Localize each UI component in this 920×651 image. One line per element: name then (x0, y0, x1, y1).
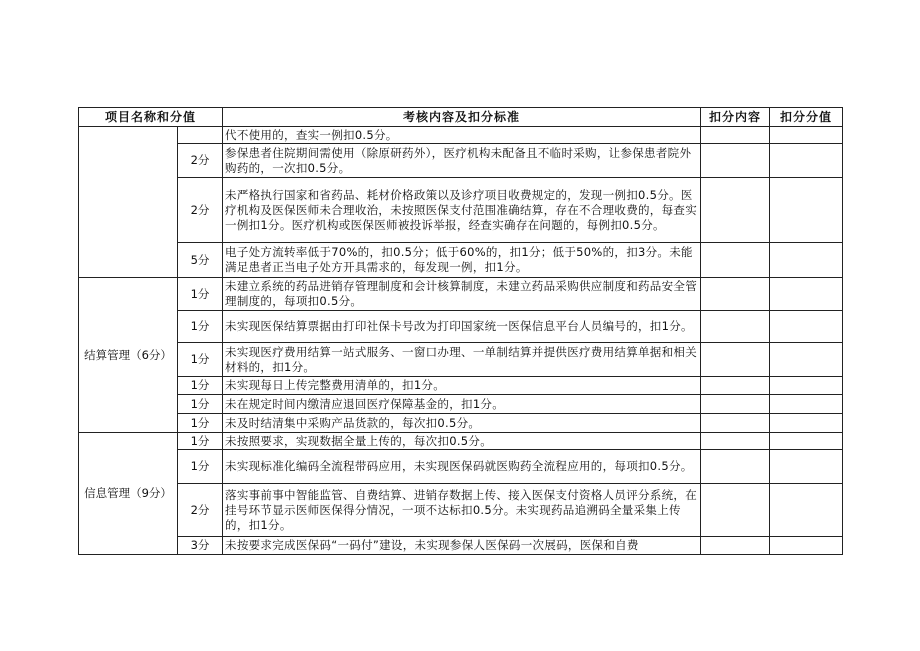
criteria-cell: 未在规定时间内缴清应退回医疗保障基金的，扣1分。 (223, 395, 701, 414)
deduct-content-cell[interactable] (701, 243, 770, 278)
table-row (79, 243, 843, 278)
deduct-content-cell[interactable] (701, 377, 770, 395)
table-row (79, 278, 843, 311)
deduct-score-cell[interactable] (770, 414, 843, 433)
deduct-score-cell[interactable] (770, 395, 843, 414)
deduct-content-cell[interactable] (701, 537, 770, 555)
score-cell: 5分 (178, 243, 223, 278)
header-criteria: 考核内容及扣分标准 (223, 108, 701, 127)
criteria-cell: 未实现医疗费用结算一站式服务、一窗口办理、一单制结算并提供医疗费用结算单据和相关材料的，扣1分。 (223, 343, 701, 377)
deduct-content-cell[interactable] (701, 311, 770, 343)
score-cell: 1分 (178, 395, 223, 414)
criteria-cell: 参保患者住院期间需使用（除原研药外），医疗机构未配备且不临时采购，让参保患者院外购药的，一次扣0.5分。 (223, 144, 701, 178)
score-cell: 1分 (178, 343, 223, 377)
criteria-cell: 未严格执行国家和省药品、耗材价格政策以及诊疗项目收费规定的，发现一例扣0.5分。医疗机构及医保医师未合理收治，未按照医保支付范围准确结算，存在不合理收费的，每查实一例扣1分。医疗机构或医保医师被投诉举报，经查实确存在问题的，每例扣0.5分。 (223, 178, 701, 243)
criteria-cell: 未建立系统的药品进销存管理制度和会计核算制度，未建立药品采购供应制度和药品安全管理制度的，每项扣0.5分。 (223, 278, 701, 311)
criteria-cell: 未及时结清集中采购产品货款的，每次扣0.5分。 (223, 414, 701, 433)
deduct-content-cell[interactable] (701, 343, 770, 377)
deduct-score-cell[interactable] (770, 278, 843, 311)
deduct-content-cell[interactable] (701, 178, 770, 243)
header-item: 项目名称和分值 (79, 108, 223, 127)
score-cell: 1分 (178, 311, 223, 343)
assessment-table (78, 107, 843, 555)
deduct-score-cell[interactable] (770, 537, 843, 555)
score-cell (178, 127, 223, 144)
table-row (79, 433, 843, 450)
table-row (79, 537, 843, 555)
score-cell: 2分 (178, 484, 223, 537)
deduct-content-cell[interactable] (701, 414, 770, 433)
table-row (79, 127, 843, 144)
deduct-score-cell[interactable] (770, 433, 843, 450)
deduct-score-cell[interactable] (770, 127, 843, 144)
table-row (79, 484, 843, 537)
criteria-cell: 代不使用的，查实一例扣0.5分。 (223, 127, 701, 144)
score-cell: 1分 (178, 433, 223, 450)
table-row (79, 450, 843, 484)
deduct-score-cell[interactable] (770, 484, 843, 537)
category-cell-prev (79, 127, 178, 278)
category-information: 信息管理（9分） (79, 433, 178, 555)
deduct-score-cell[interactable] (770, 178, 843, 243)
criteria-cell: 未实现每日上传完整费用清单的，扣1分。 (223, 377, 701, 395)
table-row (79, 178, 843, 243)
score-cell: 1分 (178, 377, 223, 395)
deduct-content-cell[interactable] (701, 278, 770, 311)
criteria-cell: 未按照要求，实现数据全量上传的，每次扣0.5分。 (223, 433, 701, 450)
table-row (79, 311, 843, 343)
deduct-score-cell[interactable] (770, 377, 843, 395)
criteria-cell: 电子处方流转率低于70%的，扣0.5分；低于60%的，扣1分；低于50%的，扣3分。未能满足患者正当电子处方开具需求的，每发现一例，扣1分。 (223, 243, 701, 278)
deduct-score-cell[interactable] (770, 343, 843, 377)
deduct-score-cell[interactable] (770, 450, 843, 484)
deduct-score-cell[interactable] (770, 144, 843, 178)
score-cell: 2分 (178, 178, 223, 243)
deduct-score-cell[interactable] (770, 243, 843, 278)
deduct-content-cell[interactable] (701, 484, 770, 537)
header-row (79, 108, 843, 127)
score-cell: 3分 (178, 537, 223, 555)
criteria-cell: 落实事前事中智能监管、自费结算、进销存数据上传、接入医保支付资格人员评分系统，在挂号环节显示医师医保得分情况，一项不达标扣0.5分。未实现药品追溯码全量采集上传的，扣1分。 (223, 484, 701, 537)
table-row (79, 377, 843, 395)
deduct-score-cell[interactable] (770, 311, 843, 343)
score-cell: 1分 (178, 414, 223, 433)
deduct-content-cell[interactable] (701, 450, 770, 484)
table-row (79, 144, 843, 178)
deduct-content-cell[interactable] (701, 144, 770, 178)
category-settlement: 结算管理（6分） (79, 278, 178, 433)
deduct-content-cell[interactable] (701, 127, 770, 144)
deduct-content-cell[interactable] (701, 433, 770, 450)
score-cell: 2分 (178, 144, 223, 178)
table-row (79, 395, 843, 414)
criteria-cell: 未按要求完成医保码“一码付”建设，未实现参保人医保码一次展码，医保和自费 (223, 537, 701, 555)
table-row (79, 343, 843, 377)
table-row (79, 414, 843, 433)
score-cell: 1分 (178, 450, 223, 484)
score-cell: 1分 (178, 278, 223, 311)
deduct-content-cell[interactable] (701, 395, 770, 414)
header-deduct-content: 扣分内容 (701, 108, 770, 127)
criteria-cell: 未实现医保结算票据由打印社保卡号改为打印国家统一医保信息平台人员编号的，扣1分。 (223, 311, 701, 343)
header-deduct-score: 扣分分值 (770, 108, 843, 127)
criteria-cell: 未实现标准化编码全流程带码应用，未实现医保码就医购药全流程应用的，每项扣0.5分。 (223, 450, 701, 484)
